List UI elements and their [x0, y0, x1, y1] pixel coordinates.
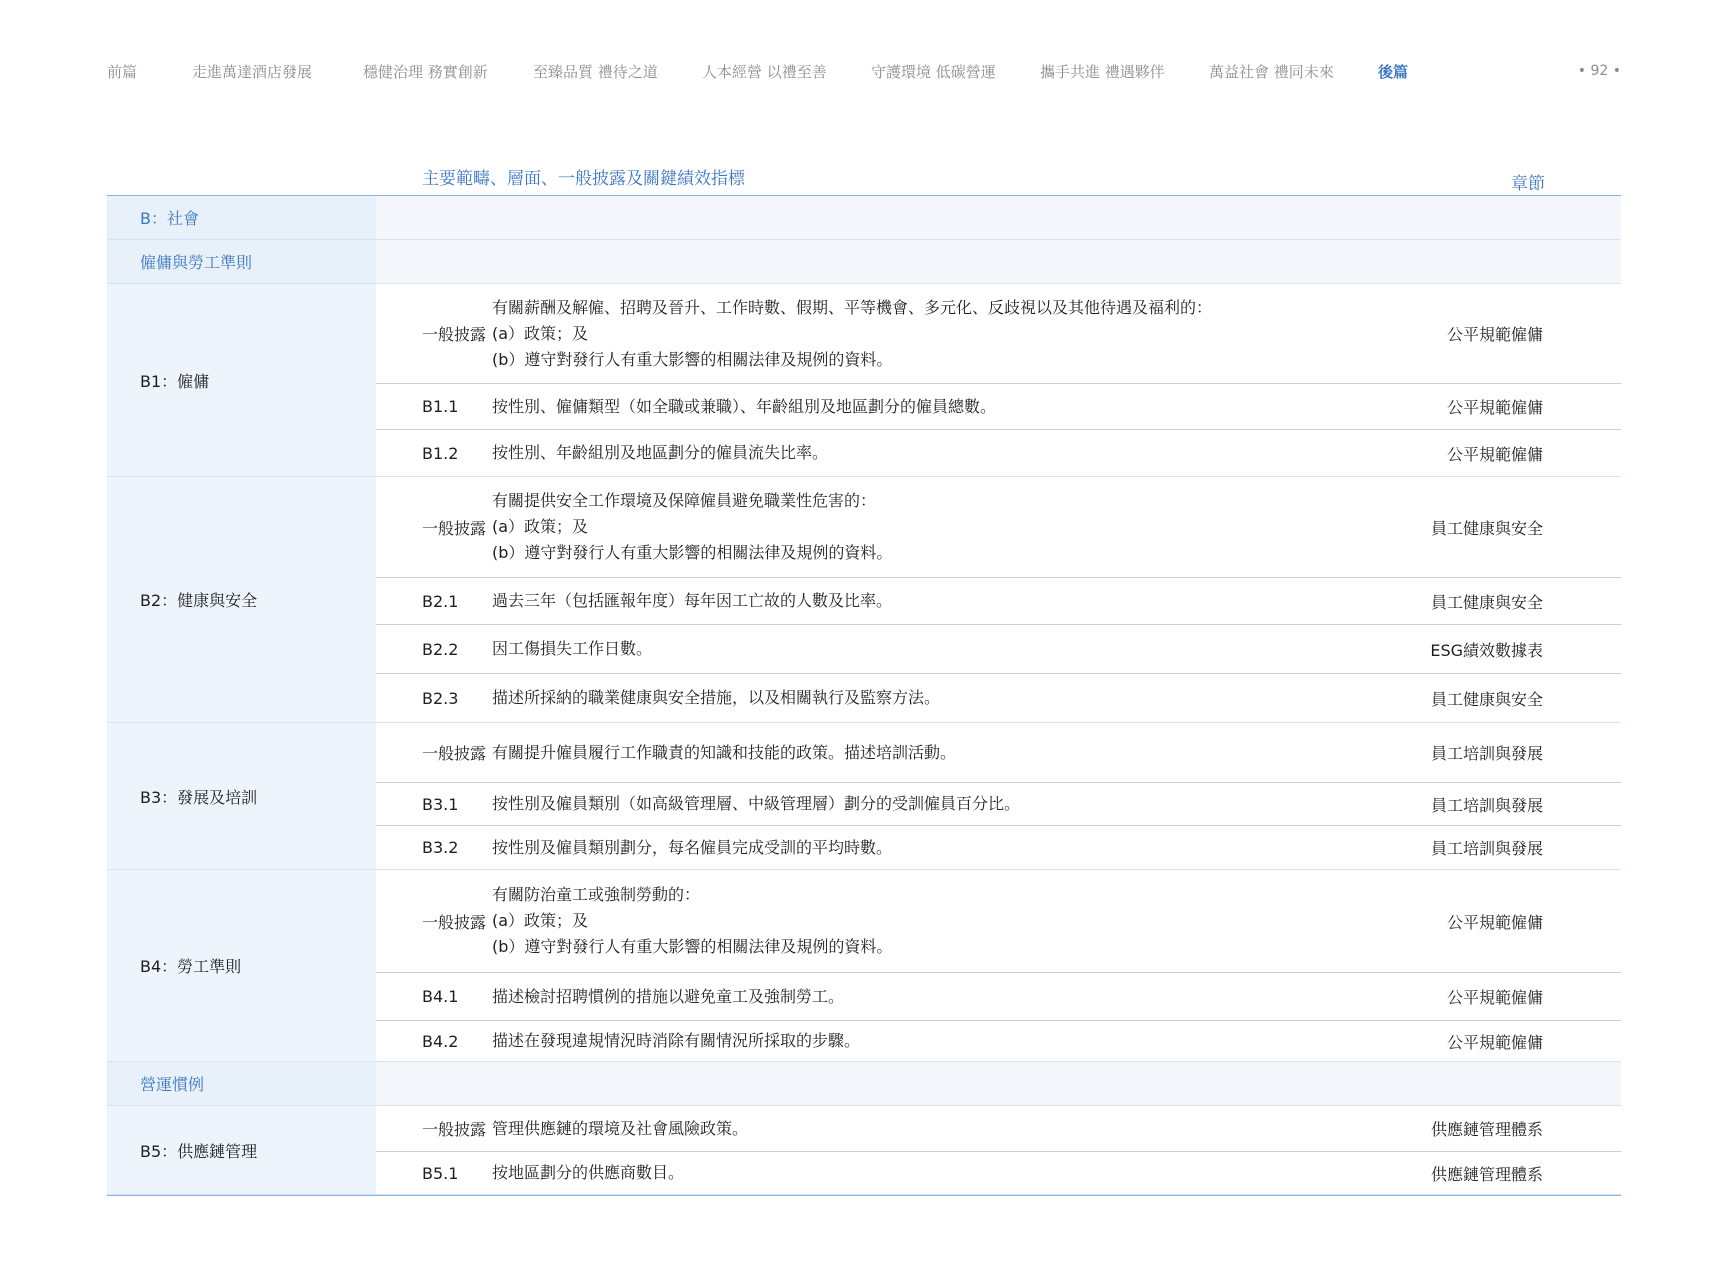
row-description	[492, 1160, 1391, 1186]
row-code: 一般披露	[422, 744, 487, 763]
description-line: 描述檢討招聘慣例的措施以避免童工及強制勞工。	[492, 986, 845, 1006]
row-description	[492, 488, 1391, 566]
section-row-operating	[107, 1062, 1621, 1106]
row-code: B1.1	[422, 397, 459, 416]
nav-item[interactable]: 至臻品質 禮待之道	[533, 62, 658, 81]
description-line: 描述在發現違規情況時消除有關情況所採取的步驟。	[492, 1031, 861, 1050]
description-line: 有關薪酬及解僱、招聘及晉升、工作時數、假期、平等機會、多元化、反歧視以及其他待遇及福利的：	[492, 297, 1213, 317]
description-line: (a）政策；及	[492, 911, 589, 930]
row-code: 一般披露	[422, 1120, 487, 1139]
nav-item[interactable]: 前篇	[107, 62, 138, 81]
table-row	[376, 826, 1621, 869]
description-line: 有關提升僱員履行工作職責的知識和技能的政策。描述培訓活動。	[492, 742, 957, 762]
row-description	[492, 1028, 1391, 1054]
page-number: • 92 •	[1577, 63, 1621, 79]
table-group	[107, 284, 1621, 477]
row-chapter: 公平規範僱傭	[1446, 444, 1543, 464]
group-label: B2：健康與安全	[107, 477, 376, 722]
description-line: 按性別、年齡組別及地區劃分的僱員流失比率。	[492, 443, 829, 462]
row-chapter: 員工健康與安全	[1430, 592, 1543, 612]
description-line: 管理供應鏈的環境及社會風險政策。	[492, 1118, 749, 1138]
table-row	[376, 973, 1621, 1021]
description-line: 因工傷損失工作日數。	[492, 639, 653, 658]
description-line: 按性別、僱傭類型（如全職或兼職）、年齡組別及地區劃分的僱員總數。	[492, 396, 997, 416]
row-description	[492, 636, 1391, 662]
row-description	[492, 984, 1391, 1010]
description-line: 按性別及僱員類別（如高級管理層、中級管理層）劃分的受訓僱員百分比。	[492, 794, 1021, 813]
nav-item[interactable]: 守護環境 低碳營運	[871, 62, 996, 81]
table-row	[376, 783, 1621, 826]
description-line: (b）遵守對發行人有重大影響的相關法律及規例的資料。	[492, 937, 893, 956]
row-description	[492, 835, 1391, 861]
header-main-title: 主要範疇、層面、一般披露及關鍵績效指標	[422, 169, 745, 189]
table-row	[376, 284, 1621, 384]
nav-item[interactable]: 人本經營 以禮至善	[702, 62, 827, 81]
row-chapter: 供應鏈管理體系	[1430, 1120, 1543, 1139]
description-line: 有關提供安全工作環境及保障僱員避免職業性危害的：	[492, 491, 877, 510]
table-group	[107, 477, 1621, 723]
row-chapter: 公平規範僱傭	[1446, 912, 1543, 932]
row-chapter: 員工培訓與發展	[1430, 744, 1543, 763]
row-description	[492, 440, 1391, 466]
row-description	[492, 685, 1391, 711]
row-code: B2.2	[422, 639, 459, 659]
section-label: B：社會	[107, 196, 376, 239]
row-code: B3.2	[422, 838, 459, 857]
row-chapter: ESG績效數據表	[1430, 640, 1543, 660]
row-description	[492, 295, 1391, 373]
table-row	[376, 578, 1621, 625]
table-row	[376, 674, 1621, 722]
row-code: 一般披露	[422, 912, 487, 932]
row-description	[492, 588, 1391, 614]
section-row-social	[107, 196, 1621, 240]
header-chapter: 章節	[1511, 174, 1545, 194]
description-line: 描述所採納的職業健康與安全措施，以及相關執行及監察方法。	[492, 688, 941, 707]
row-code: B4.1	[422, 987, 459, 1006]
section-row-employment	[107, 240, 1621, 284]
row-chapter: 員工培訓與發展	[1430, 839, 1543, 858]
group-label: B1：僱傭	[107, 284, 376, 476]
table-row	[376, 870, 1621, 973]
nav-item[interactable]: 萬益社會 禮同未來	[1209, 62, 1334, 81]
table-row	[376, 384, 1621, 430]
row-description	[492, 394, 1391, 420]
row-chapter: 公平規範僱傭	[1446, 988, 1543, 1007]
description-line: 有關防治童工或強制勞動的：	[492, 885, 701, 904]
table-row	[376, 625, 1621, 674]
row-description	[492, 740, 1391, 766]
table-row	[376, 1106, 1621, 1152]
row-code: 一般披露	[422, 518, 487, 538]
group-label: B3：發展及培訓	[107, 723, 376, 869]
table-group	[107, 1106, 1621, 1195]
row-code: B2.1	[422, 591, 459, 611]
kpi-table	[107, 195, 1621, 1196]
row-code: B4.2	[422, 1031, 459, 1051]
row-chapter: 員工健康與安全	[1430, 518, 1543, 538]
row-chapter: 公平規範僱傭	[1446, 325, 1543, 344]
row-code: 一般披露	[422, 325, 487, 344]
row-code: B5.1	[422, 1163, 459, 1183]
group-label: B5：供應鏈管理	[107, 1106, 376, 1194]
table-row	[376, 723, 1621, 783]
description-line: (b）遵守對發行人有重大影響的相關法律及規例的資料。	[492, 543, 893, 562]
nav-item[interactable]: 攜手共進 禮遇夥伴	[1040, 62, 1165, 81]
row-chapter: 員工培訓與發展	[1430, 795, 1543, 815]
row-description	[492, 882, 1391, 960]
section-label: 營運慣例	[107, 1062, 376, 1105]
row-description	[492, 1116, 1391, 1142]
description-line: (a）政策；及	[492, 517, 589, 536]
nav-item[interactable]: 走進萬達酒店發展	[192, 62, 313, 81]
description-line: (a）政策；及	[492, 323, 589, 343]
top-navigation	[107, 58, 1621, 84]
description-line: 過去三年（包括匯報年度）每年因工亡故的人數及比率。	[492, 591, 893, 610]
table-row	[376, 430, 1621, 476]
row-chapter: 供應鏈管理體系	[1430, 1164, 1543, 1184]
group-label: B4：勞工準則	[107, 870, 376, 1061]
description-line: 按性別及僱員類別劃分，每名僱員完成受訓的平均時數。	[492, 837, 893, 857]
row-chapter: 公平規範僱傭	[1446, 1032, 1543, 1052]
description-line: (b）遵守對發行人有重大影響的相關法律及規例的資料。	[492, 349, 893, 369]
table-group	[107, 723, 1621, 870]
nav-item[interactable]: 後篇	[1378, 62, 1409, 81]
row-code: B2.3	[422, 688, 459, 708]
section-label: 僱傭與勞工準則	[107, 240, 376, 283]
description-line: 按地區劃分的供應商數目。	[492, 1163, 685, 1182]
row-code: B3.1	[422, 794, 459, 814]
table-row	[376, 477, 1621, 578]
row-description	[492, 791, 1391, 817]
table-group	[107, 870, 1621, 1062]
row-chapter: 公平規範僱傭	[1446, 398, 1543, 417]
row-chapter: 員工健康與安全	[1430, 689, 1543, 709]
nav-item[interactable]: 穩健治理 務實創新	[363, 62, 488, 81]
table-row	[376, 1021, 1621, 1061]
row-code: B1.2	[422, 443, 459, 463]
table-header	[107, 160, 1621, 196]
table-row	[376, 1152, 1621, 1194]
